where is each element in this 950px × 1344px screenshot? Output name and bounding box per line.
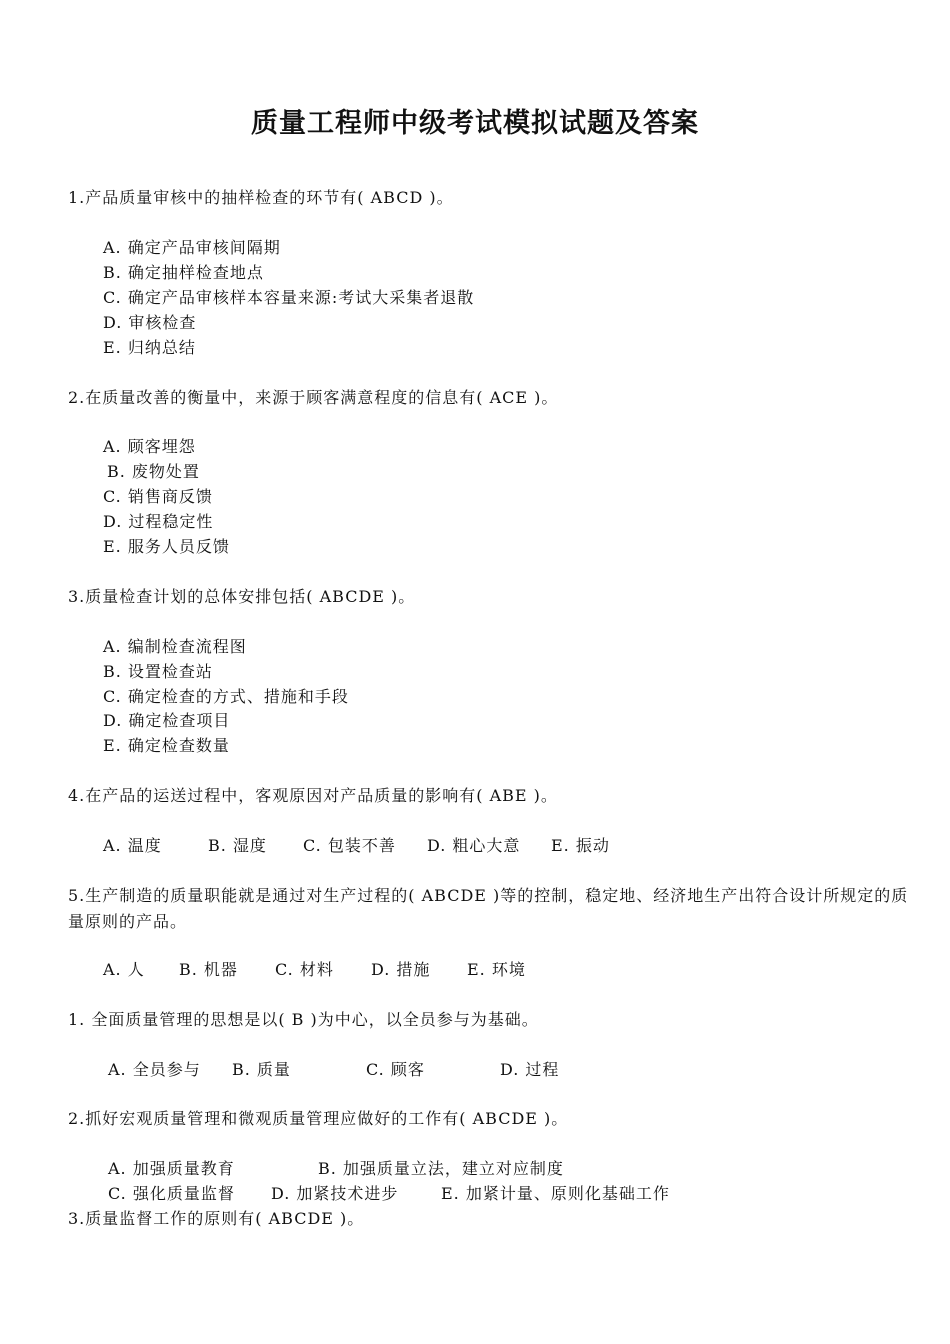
section2-question-2-option-d: D. 加紧技术进步 <box>271 1184 399 1203</box>
question-4-options <box>103 835 610 857</box>
question-1-option-e: E. 归纳总结 <box>103 338 196 357</box>
section2-question-2-option-e: E. 加紧计量、原则化基础工作 <box>441 1184 670 1203</box>
section2-question-1-options <box>108 1059 559 1081</box>
section2-question-1-option-a: A. 全员参与 <box>108 1060 201 1079</box>
question-3-option-b: B. 设置检查站 <box>103 662 213 681</box>
question-4-option-d: D. 粗心大意 <box>427 836 521 855</box>
document-title: 质量工程师中级考试模拟试题及答案 <box>251 108 699 139</box>
question-4-option-b: B. 湿度 <box>208 836 267 855</box>
question-5-options <box>103 959 526 981</box>
question-2-option-c: C. 销售商反馈 <box>103 487 213 506</box>
question-2-option-b: B. 废物处置 <box>107 462 200 481</box>
question-5-stem: 5.生产制造的质量职能就是通过对生产过程的( ABCDE )等的控制，稳定地、经济地生产出符合设计所规定的质量原则的产品。 <box>68 886 909 931</box>
question-5-option-c: C. 材料 <box>275 960 334 979</box>
question-1-option-d: D. 审核检查 <box>103 313 197 332</box>
section2-question-1-option-b: B. 质量 <box>232 1060 291 1079</box>
question-5-option-e: E. 环境 <box>467 960 526 979</box>
section2-question-2-stem: 2.抓好宏观质量管理和微观质量管理应做好的工作有( ABCDE )。 <box>68 1109 569 1128</box>
question-4-option-e: E. 振动 <box>551 836 610 855</box>
question-3-option-c: C. 确定检查的方式、措施和手段 <box>103 687 349 706</box>
section2-question-2-option-a: A. 加强质量教育 <box>108 1159 235 1178</box>
section2-question-2-option-c: C. 强化质量监督 <box>108 1184 235 1203</box>
question-4-option-a: A. 温度 <box>103 836 162 855</box>
question-1-option-a: A. 确定产品审核间隔期 <box>103 238 281 257</box>
question-1-stem: 1.产品质量审核中的抽样检查的环节有( ABCD )。 <box>68 188 454 207</box>
question-5-option-b: B. 机器 <box>179 960 238 979</box>
question-1-option-c: C. 确定产品审核样本容量来源:考试大采集者退散 <box>103 288 475 307</box>
question-2-stem: 2.在质量改善的衡量中，来源于顾客满意程度的信息有( ACE )。 <box>68 388 559 407</box>
question-2-option-d: D. 过程稳定性 <box>103 512 214 531</box>
section2-question-2-option-b: B. 加强质量立法，建立对应制度 <box>318 1159 564 1178</box>
question-2-option-e: E. 服务人员反馈 <box>103 537 230 556</box>
question-3-option-a: A. 编制检查流程图 <box>103 637 247 656</box>
question-5-option-a: A. 人 <box>103 960 145 979</box>
question-3-option-e: E. 确定检查数量 <box>103 736 230 755</box>
section2-question-2-options-row-1 <box>108 1158 564 1180</box>
section2-question-3-stem: 3.质量监督工作的原则有( ABCDE )。 <box>68 1209 365 1228</box>
question-4-option-c: C. 包装不善 <box>303 836 396 855</box>
question-3-stem: 3.质量检查计划的总体安排包括( ABCDE )。 <box>68 587 416 606</box>
section2-question-1-option-d: D. 过程 <box>500 1060 560 1079</box>
section2-question-2-options-row-2 <box>108 1183 670 1205</box>
question-4-stem: 4.在产品的运送过程中，客观原因对产品质量的影响有( ABE )。 <box>68 786 558 805</box>
question-2-option-a: A. 顾客埋怨 <box>103 437 196 456</box>
section2-question-1-stem: 1. 全面质量管理的思想是以( B )为中心，以全员参与为基础。 <box>68 1010 539 1029</box>
question-3-option-d: D. 确定检查项目 <box>103 711 231 730</box>
section2-question-1-option-c: C. 顾客 <box>366 1060 425 1079</box>
question-1-option-b: B. 确定抽样检查地点 <box>103 263 264 282</box>
question-5-option-d: D. 措施 <box>371 960 431 979</box>
